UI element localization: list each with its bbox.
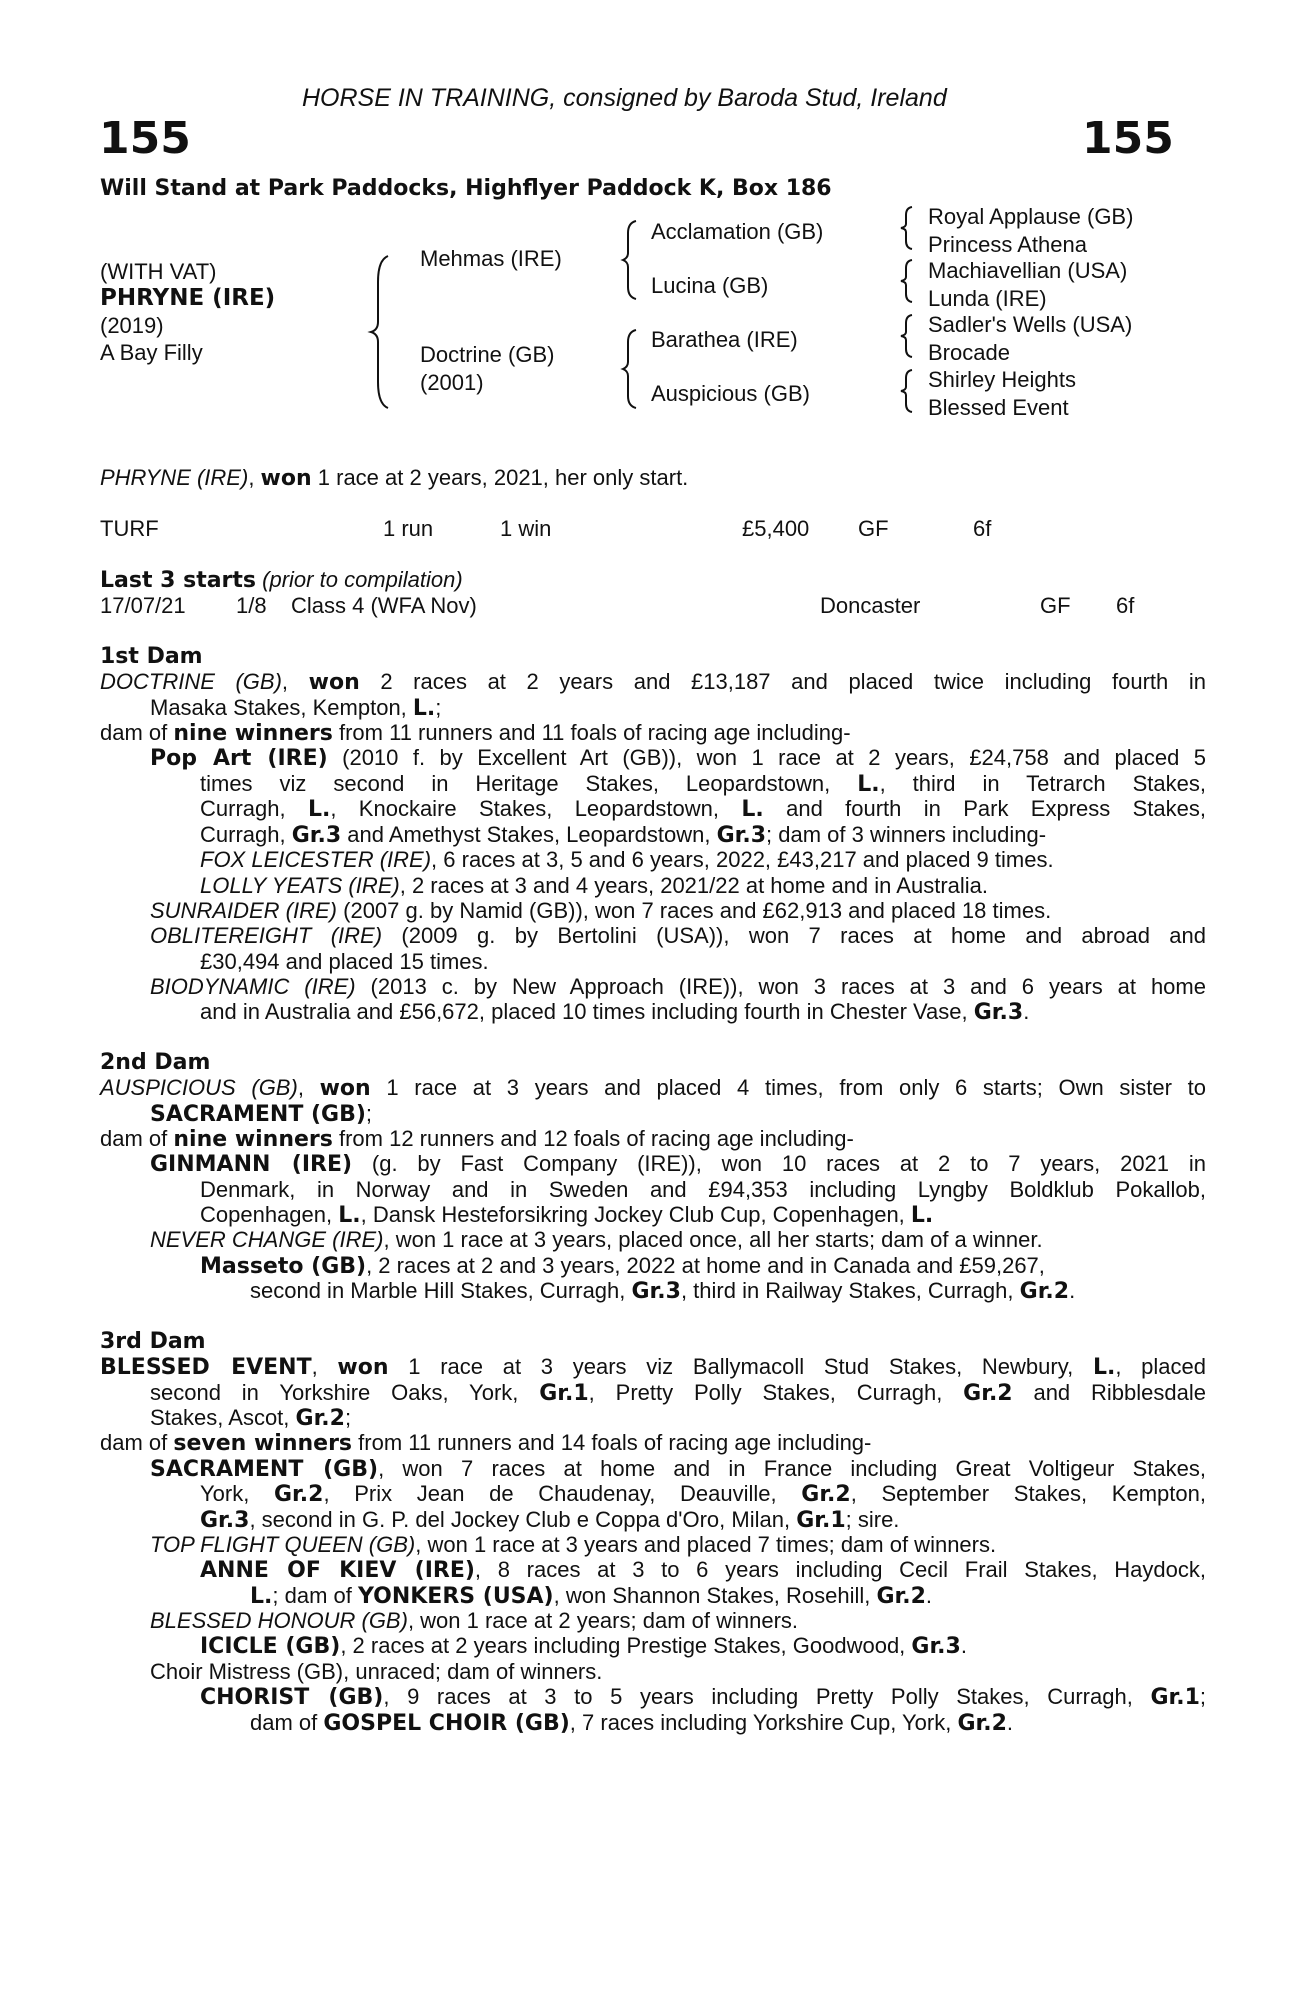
record-prize: £5,400 bbox=[742, 516, 810, 541]
blessed-honour-line: BLESSED HONOUR (GB), won 1 race at 2 years; dam of winners. bbox=[150, 1608, 799, 1633]
pop-art-line-1: Pop Art (IRE) (2010 f. by Excellent Art (GB)), won 1 race at 2 years, £24,758 and placed 5 bbox=[150, 745, 1207, 771]
stand-location: Will Stand at Park Paddocks, Highflyer Paddock K, Box 186 bbox=[100, 176, 832, 201]
pedigree-sire: Mehmas (IRE) bbox=[420, 246, 562, 271]
pedigree-g-royal-applause: Royal Applause (GB) bbox=[928, 204, 1134, 229]
vat-label: (WITH VAT) bbox=[100, 259, 217, 284]
pedigree-g-shirley-heights: Shirley Heights bbox=[928, 367, 1076, 392]
first-dam-line-1: DOCTRINE (GB), won 2 races at 2 years and £13,187 and placed twice including fourth in bbox=[100, 669, 1206, 695]
biodynamic-line-2: and in Australia and £56,672, placed 10 times including fourth in Chester Vase, Gr.3. bbox=[200, 999, 1030, 1025]
pedigree-dam-sire: Barathea (IRE) bbox=[651, 327, 798, 352]
fox-leicester-line: FOX LEICESTER (IRE), 6 races at 3, 5 and 6 years, 2022, £43,217 and placed 9 times. bbox=[200, 847, 1054, 872]
icicle-line: ICICLE (GB), 2 races at 2 years including Prestige Stakes, Goodwood, Gr.3. bbox=[200, 1633, 967, 1659]
horse-year: (2019) bbox=[100, 313, 164, 338]
pedigree-brace-g4 bbox=[900, 368, 916, 414]
pop-art-line-3: Curragh, L., Knockaire Stakes, Leopardstown, L. and fourth in Park Express Stakes, bbox=[200, 796, 1206, 822]
pedigree-g-brocade: Brocade bbox=[928, 340, 1010, 365]
third-dam-line-3: Stakes, Ascot, Gr.2; bbox=[150, 1405, 352, 1431]
second-dam-heading: 2nd Dam bbox=[100, 1050, 211, 1075]
pedigree-g-machiavellian: Machiavellian (USA) bbox=[928, 258, 1128, 283]
last-start-going: GF bbox=[1040, 593, 1071, 618]
third-dam-line-4: dam of seven winners from 11 runners and 14 foals of racing age including- bbox=[100, 1430, 872, 1456]
pedigree-g-blessed-event: Blessed Event bbox=[928, 395, 1069, 420]
second-dam-line-1: AUSPICIOUS (GB), won 1 race at 3 years and placed 4 times, from only 6 starts; Own sister to bbox=[100, 1075, 1206, 1101]
last-start-race: Class 4 (WFA Nov) bbox=[291, 593, 477, 618]
record-wins: 1 win bbox=[500, 516, 552, 541]
sacrament-line-2: York, Gr.2, Prix Jean de Chaudenay, Deauville, Gr.2, September Stakes, Kempton, bbox=[200, 1481, 1206, 1507]
pop-art-line-2: times viz second in Heritage Stakes, Leopardstown, L., third in Tetrarch Stakes, bbox=[200, 771, 1206, 797]
sunraider-line: SUNRAIDER (IRE) (2007 g. by Namid (GB)), won 7 races and £62,913 and placed 18 times. bbox=[150, 898, 1052, 923]
record-runs: 1 run bbox=[383, 516, 434, 541]
sacrament-line-3: Gr.3, second in G. P. del Jockey Club e Coppa d'Oro, Milan, Gr.1; sire. bbox=[200, 1507, 900, 1533]
anne-of-kiev-line-2: L.; dam of YONKERS (USA), won Shannon Stakes, Rosehill, Gr.2. bbox=[250, 1583, 933, 1609]
lot-number-left: 155 bbox=[99, 113, 191, 164]
second-dam-line-2: SACRAMENT (GB); bbox=[150, 1101, 373, 1127]
race-summary: PHRYNE (IRE), won 1 race at 2 years, 2021, her only start. bbox=[100, 465, 689, 491]
ginmann-line-2: Denmark, in Norway and in Sweden and £94,353 including Lyngby Boldklub Pokallob, bbox=[200, 1177, 1206, 1202]
record-surface: TURF bbox=[100, 516, 159, 541]
ginmann-line-3: Copenhagen, L., Dansk Hesteforsikring Jockey Club Cup, Copenhagen, L. bbox=[200, 1202, 934, 1228]
choir-mistress-line: Choir Mistress (GB), unraced; dam of winners. bbox=[150, 1659, 603, 1684]
pedigree-brace-dam bbox=[622, 328, 642, 410]
lot-number-right: 155 bbox=[1082, 113, 1174, 164]
pedigree-dam-year: (2001) bbox=[420, 370, 484, 395]
pedigree-brace-main bbox=[370, 252, 400, 412]
top-flight-queen-line: TOP FLIGHT QUEEN (GB), won 1 race at 3 years and placed 7 times; dam of winners. bbox=[150, 1532, 997, 1557]
masseto-line-1: Masseto (GB), 2 races at 2 and 3 years, 2022 at home and in Canada and £59,267, bbox=[200, 1253, 1045, 1279]
lolly-yeats-line: LOLLY YEATS (IRE), 2 races at 3 and 4 years, 2021/22 at home and in Australia. bbox=[200, 873, 988, 898]
record-distance: 6f bbox=[973, 516, 992, 541]
chorist-line-1: CHORIST (GB), 9 races at 3 to 5 years including Pretty Polly Stakes, Curragh, Gr.1; bbox=[200, 1684, 1206, 1710]
last-start-date: 17/07/21 bbox=[100, 593, 186, 618]
pedigree-dam-dam: Auspicious (GB) bbox=[651, 381, 810, 406]
pedigree-g-sadlers-wells: Sadler's Wells (USA) bbox=[928, 312, 1133, 337]
oblitereight-line-2: £30,494 and placed 15 times. bbox=[200, 949, 489, 974]
anne-of-kiev-line-1: ANNE OF KIEV (IRE), 8 races at 3 to 6 years including Cecil Frail Stakes, Haydock, bbox=[200, 1557, 1207, 1583]
ginmann-line-1: GINMANN (IRE) (g. by Fast Company (IRE)), won 10 races at 2 to 7 years, 2021 in bbox=[150, 1151, 1206, 1177]
header-subtitle: HORSE IN TRAINING, consigned by Baroda Stud, Ireland bbox=[302, 84, 947, 112]
third-dam-line-2: second in Yorkshire Oaks, York, Gr.1, Pretty Polly Stakes, Curragh, Gr.2 and Ribblesdale bbox=[150, 1380, 1206, 1406]
third-dam-heading: 3rd Dam bbox=[100, 1329, 206, 1354]
pedigree-brace-g2 bbox=[900, 258, 916, 304]
biodynamic-line-1: BIODYNAMIC (IRE) (2013 c. by New Approach (IRE)), won 3 races at 3 and 6 years at home bbox=[150, 974, 1206, 999]
record-going: GF bbox=[858, 516, 889, 541]
pedigree-g-princess-athena: Princess Athena bbox=[928, 232, 1087, 257]
pedigree-sire-dam: Lucina (GB) bbox=[651, 273, 769, 298]
first-dam-line-3: dam of nine winners from 11 runners and 11 foals of racing age including- bbox=[100, 720, 851, 746]
pedigree-sire-sire: Acclamation (GB) bbox=[651, 219, 824, 244]
first-dam-heading: 1st Dam bbox=[100, 644, 203, 669]
last-start-course: Doncaster bbox=[820, 593, 921, 618]
last-start-distance: 6f bbox=[1116, 593, 1135, 618]
never-change-line: NEVER CHANGE (IRE), won 1 race at 3 years, placed once, all her starts; dam of a winner. bbox=[150, 1227, 1043, 1252]
pedigree-brace-g3 bbox=[900, 313, 916, 359]
last-start-position: 1/8 bbox=[236, 593, 267, 618]
pedigree-brace-sire bbox=[622, 219, 642, 301]
first-dam-line-2: Masaka Stakes, Kempton, L.; bbox=[150, 695, 442, 721]
pedigree-dam: Doctrine (GB) bbox=[420, 342, 555, 367]
last-starts-heading: Last 3 starts (prior to compilation) bbox=[100, 567, 463, 593]
third-dam-line-1: BLESSED EVENT, won 1 race at 3 years viz Ballymacoll Stud Stakes, Newbury, L., placed bbox=[100, 1354, 1206, 1380]
pop-art-line-4: Curragh, Gr.3 and Amethyst Stakes, Leopardstown, Gr.3; dam of 3 winners including- bbox=[200, 822, 1047, 848]
masseto-line-2: second in Marble Hill Stakes, Curragh, Gr.3, third in Railway Stakes, Curragh, Gr.2. bbox=[250, 1278, 1076, 1304]
second-dam-line-3: dam of nine winners from 12 runners and 12 foals of racing age including- bbox=[100, 1126, 854, 1152]
pedigree-g-lunda: Lunda (IRE) bbox=[928, 286, 1047, 311]
horse-name: PHRYNE (IRE) bbox=[100, 285, 276, 311]
horse-description: A Bay Filly bbox=[100, 340, 203, 365]
pedigree-brace-g1 bbox=[900, 205, 916, 251]
oblitereight-line-1: OBLITEREIGHT (IRE) (2009 g. by Bertolini (USA)), won 7 races at home and abroad and bbox=[150, 923, 1206, 948]
sacrament-line-1: SACRAMENT (GB), won 7 races at home and in France including Great Voltigeur Stakes, bbox=[150, 1456, 1206, 1482]
chorist-line-2: dam of GOSPEL CHOIR (GB), 7 races including Yorkshire Cup, York, Gr.2. bbox=[250, 1710, 1014, 1736]
